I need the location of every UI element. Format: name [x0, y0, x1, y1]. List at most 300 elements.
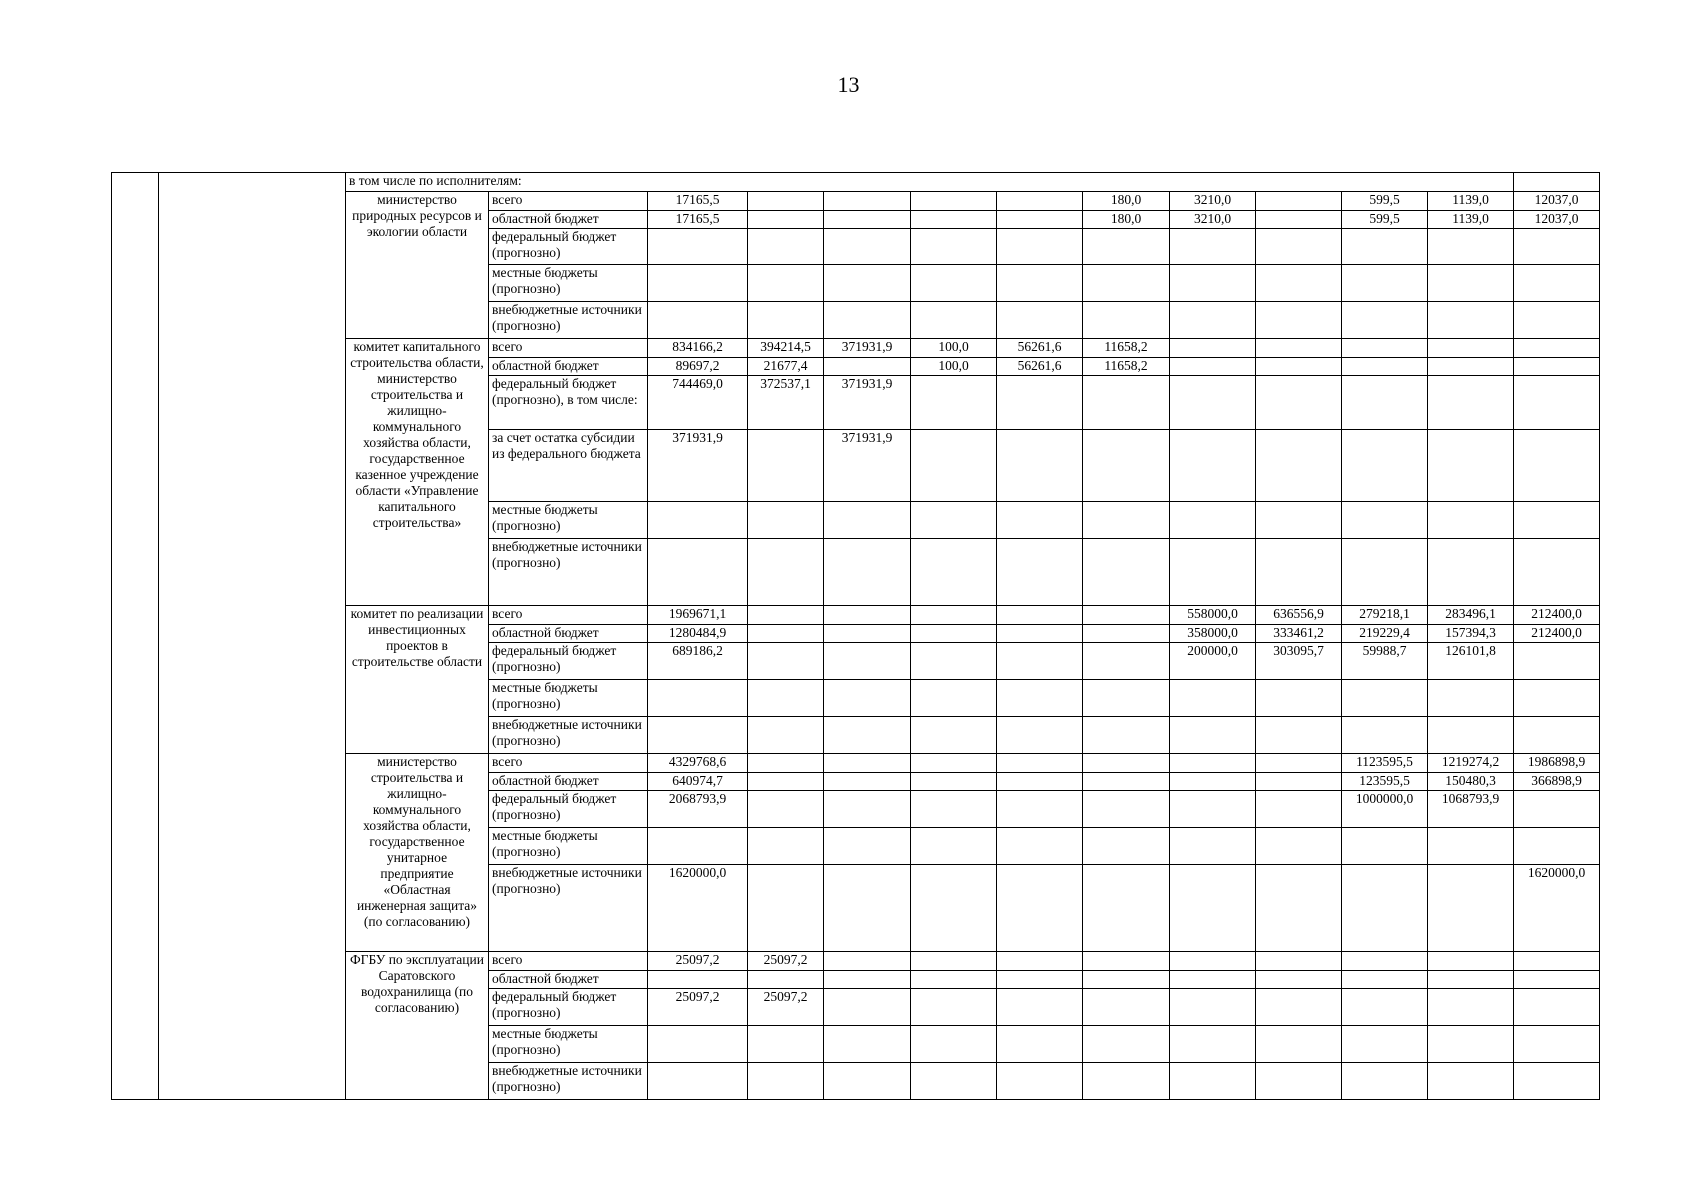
executor-name: министерство строительства и жилищно-коммунального хозяйства области, государственное унитарное предприятие «Областная инженерная защита» (по согласованию)	[346, 754, 489, 952]
funding-source: внебюджетные источники (прогнозно)	[489, 717, 648, 754]
value-cell: 200000,0	[1170, 643, 1256, 680]
value-cell	[824, 717, 911, 754]
value-cell	[911, 680, 997, 717]
value-cell: 1000000,0	[1342, 791, 1428, 828]
value-cell: 126101,8	[1428, 643, 1514, 680]
value-cell	[1342, 1026, 1428, 1063]
value-cell	[911, 376, 997, 430]
value-cell	[997, 539, 1083, 606]
value-cell	[824, 358, 911, 376]
value-cell	[648, 680, 748, 717]
value-cell: 279218,1	[1342, 606, 1428, 625]
value-cell	[1170, 1026, 1256, 1063]
value-cell	[824, 754, 911, 773]
value-cell: 358000,0	[1170, 625, 1256, 643]
value-cell	[748, 625, 824, 643]
value-cell: 212400,0	[1514, 625, 1600, 643]
value-cell	[1083, 828, 1170, 865]
value-cell	[1170, 754, 1256, 773]
value-cell: 371931,9	[648, 430, 748, 502]
value-cell	[1428, 717, 1514, 754]
header-empty-cell	[1514, 173, 1600, 192]
value-cell	[1170, 302, 1256, 339]
value-cell	[1170, 358, 1256, 376]
value-cell	[1428, 539, 1514, 606]
value-cell	[997, 229, 1083, 265]
value-cell	[997, 376, 1083, 430]
value-cell	[1514, 680, 1600, 717]
value-cell	[911, 754, 997, 773]
value-cell: 59988,7	[1342, 643, 1428, 680]
value-cell	[824, 773, 911, 791]
value-cell	[1256, 192, 1342, 211]
value-cell	[1170, 971, 1256, 989]
value-cell	[1083, 680, 1170, 717]
value-cell	[911, 865, 997, 952]
value-cell	[1170, 1063, 1256, 1100]
value-cell	[824, 302, 911, 339]
value-cell	[1170, 229, 1256, 265]
value-cell	[911, 606, 997, 625]
value-cell	[824, 971, 911, 989]
value-cell	[1428, 430, 1514, 502]
value-cell: 640974,7	[648, 773, 748, 791]
value-cell	[911, 211, 997, 229]
value-cell	[997, 971, 1083, 989]
value-cell	[748, 717, 824, 754]
value-cell	[1342, 502, 1428, 539]
value-cell: 333461,2	[1256, 625, 1342, 643]
value-cell	[1256, 773, 1342, 791]
value-cell: 11658,2	[1083, 358, 1170, 376]
value-cell	[824, 539, 911, 606]
value-cell	[1083, 229, 1170, 265]
value-cell	[1514, 643, 1600, 680]
blank-column-1	[112, 173, 159, 1100]
value-cell	[748, 1026, 824, 1063]
value-cell	[1083, 971, 1170, 989]
value-cell	[748, 773, 824, 791]
value-cell	[1342, 989, 1428, 1026]
value-cell	[1170, 680, 1256, 717]
value-cell	[748, 229, 824, 265]
value-cell	[648, 302, 748, 339]
value-cell	[1514, 358, 1600, 376]
value-cell	[1428, 376, 1514, 430]
funding-source: внебюджетные источники (прогнозно)	[489, 1063, 648, 1100]
executor-name: ФГБУ по эксплуатации Саратовского водохранилища (по согласованию)	[346, 952, 489, 1100]
value-cell	[1170, 376, 1256, 430]
value-cell	[997, 430, 1083, 502]
value-cell: 1068793,9	[1428, 791, 1514, 828]
value-cell	[748, 502, 824, 539]
value-cell: 25097,2	[748, 952, 824, 971]
value-cell	[1256, 539, 1342, 606]
value-cell	[997, 754, 1083, 773]
value-cell	[1342, 358, 1428, 376]
value-cell	[1342, 971, 1428, 989]
value-cell	[824, 1026, 911, 1063]
value-cell	[1342, 265, 1428, 302]
value-cell	[1428, 680, 1514, 717]
funding-source: федеральный бюджет (прогнозно), в том числе:	[489, 376, 648, 430]
value-cell	[997, 192, 1083, 211]
value-cell	[1342, 430, 1428, 502]
value-cell	[1170, 828, 1256, 865]
value-cell	[1170, 430, 1256, 502]
value-cell	[997, 717, 1083, 754]
value-cell	[997, 952, 1083, 971]
value-cell	[911, 952, 997, 971]
value-cell	[1342, 539, 1428, 606]
funding-source: областной бюджет	[489, 971, 648, 989]
value-cell	[1342, 828, 1428, 865]
value-cell	[748, 971, 824, 989]
value-cell	[1170, 989, 1256, 1026]
value-cell	[1428, 952, 1514, 971]
value-cell	[1256, 358, 1342, 376]
value-cell	[997, 865, 1083, 952]
value-cell: 12037,0	[1514, 211, 1600, 229]
funding-source: всего	[489, 339, 648, 358]
value-cell	[1428, 229, 1514, 265]
value-cell: 219229,4	[1342, 625, 1428, 643]
value-cell	[1428, 1063, 1514, 1100]
value-cell: 636556,9	[1256, 606, 1342, 625]
value-cell	[1514, 229, 1600, 265]
value-cell	[1514, 828, 1600, 865]
value-cell: 1139,0	[1428, 211, 1514, 229]
funding-source: внебюджетные источники (прогнозно)	[489, 302, 648, 339]
value-cell	[1514, 265, 1600, 302]
value-cell	[1256, 211, 1342, 229]
value-cell	[1170, 539, 1256, 606]
value-cell	[1083, 265, 1170, 302]
value-cell	[1083, 1026, 1170, 1063]
executor-name: комитет по реализации инвестиционных проектов в строительстве области	[346, 606, 489, 754]
value-cell	[824, 643, 911, 680]
budget-table	[111, 172, 1600, 1100]
value-cell	[1342, 680, 1428, 717]
funding-source: федеральный бюджет (прогнозно)	[489, 989, 648, 1026]
value-cell	[1428, 358, 1514, 376]
value-cell	[1256, 1063, 1342, 1100]
value-cell	[1428, 302, 1514, 339]
value-cell	[1083, 625, 1170, 643]
value-cell	[1342, 865, 1428, 952]
funding-source: местные бюджеты (прогнозно)	[489, 502, 648, 539]
value-cell	[1428, 265, 1514, 302]
value-cell	[911, 971, 997, 989]
value-cell	[1256, 791, 1342, 828]
value-cell: 180,0	[1083, 192, 1170, 211]
value-cell	[748, 754, 824, 773]
value-cell	[1083, 376, 1170, 430]
value-cell	[824, 989, 911, 1026]
value-cell: 11658,2	[1083, 339, 1170, 358]
value-cell	[1083, 302, 1170, 339]
value-cell	[1256, 952, 1342, 971]
value-cell	[997, 502, 1083, 539]
value-cell: 834166,2	[648, 339, 748, 358]
value-cell	[997, 302, 1083, 339]
value-cell	[648, 229, 748, 265]
funding-source: федеральный бюджет (прогнозно)	[489, 791, 648, 828]
value-cell: 283496,1	[1428, 606, 1514, 625]
value-cell: 212400,0	[1514, 606, 1600, 625]
value-cell	[1083, 1063, 1170, 1100]
value-cell	[748, 192, 824, 211]
value-cell	[997, 791, 1083, 828]
value-cell	[1514, 1063, 1600, 1100]
value-cell: 21677,4	[748, 358, 824, 376]
value-cell	[1342, 376, 1428, 430]
value-cell	[824, 828, 911, 865]
value-cell	[1256, 680, 1342, 717]
value-cell	[748, 211, 824, 229]
value-cell	[1256, 971, 1342, 989]
funding-source: внебюджетные источники (прогнозно)	[489, 539, 648, 606]
value-cell	[997, 643, 1083, 680]
value-cell	[997, 989, 1083, 1026]
value-cell	[1514, 430, 1600, 502]
value-cell	[1170, 717, 1256, 754]
value-cell: 17165,5	[648, 211, 748, 229]
value-cell: 100,0	[911, 339, 997, 358]
blank-column-2	[159, 173, 346, 1100]
value-cell	[1514, 989, 1600, 1026]
value-cell: 366898,9	[1514, 773, 1600, 791]
value-cell: 123595,5	[1342, 773, 1428, 791]
value-cell	[1083, 430, 1170, 502]
value-cell: 1123595,5	[1342, 754, 1428, 773]
funding-source: областной бюджет	[489, 211, 648, 229]
value-cell	[648, 539, 748, 606]
value-cell	[911, 1026, 997, 1063]
value-cell	[911, 791, 997, 828]
funding-source: местные бюджеты (прогнозно)	[489, 265, 648, 302]
value-cell: 3210,0	[1170, 192, 1256, 211]
value-cell	[1428, 828, 1514, 865]
value-cell	[648, 265, 748, 302]
value-cell	[1342, 339, 1428, 358]
value-cell	[997, 1026, 1083, 1063]
value-cell: 150480,3	[1428, 773, 1514, 791]
value-cell: 17165,5	[648, 192, 748, 211]
value-cell	[1256, 430, 1342, 502]
value-cell	[911, 828, 997, 865]
value-cell	[1514, 339, 1600, 358]
value-cell: 689186,2	[648, 643, 748, 680]
value-cell	[824, 952, 911, 971]
value-cell	[1514, 717, 1600, 754]
value-cell	[748, 791, 824, 828]
value-cell	[1342, 1063, 1428, 1100]
value-cell	[1256, 717, 1342, 754]
funding-source: местные бюджеты (прогнозно)	[489, 1026, 648, 1063]
executors-header: в том числе по исполнителям:	[346, 173, 1514, 192]
value-cell: 1969671,1	[648, 606, 748, 625]
value-cell	[1428, 989, 1514, 1026]
value-cell: 1620000,0	[648, 865, 748, 952]
value-cell	[1256, 865, 1342, 952]
value-cell	[1170, 952, 1256, 971]
value-cell	[997, 265, 1083, 302]
value-cell	[1083, 717, 1170, 754]
value-cell: 394214,5	[748, 339, 824, 358]
value-cell	[911, 265, 997, 302]
value-cell: 100,0	[911, 358, 997, 376]
executor-name: комитет капитального строительства области, министерство строительства и жилищно-коммунального хозяйства области, государственное казенное учреждение области «Управление капитального строительства»	[346, 339, 489, 606]
value-cell	[748, 606, 824, 625]
value-cell	[1083, 754, 1170, 773]
value-cell	[1514, 1026, 1600, 1063]
value-cell: 56261,6	[997, 339, 1083, 358]
value-cell	[1256, 302, 1342, 339]
value-cell	[824, 192, 911, 211]
value-cell: 12037,0	[1514, 192, 1600, 211]
value-cell: 2068793,9	[648, 791, 748, 828]
value-cell: 1986898,9	[1514, 754, 1600, 773]
funding-source: местные бюджеты (прогнозно)	[489, 680, 648, 717]
value-cell: 180,0	[1083, 211, 1170, 229]
value-cell: 372537,1	[748, 376, 824, 430]
value-cell: 4329768,6	[648, 754, 748, 773]
value-cell	[824, 865, 911, 952]
value-cell	[1256, 265, 1342, 302]
table-row	[112, 173, 1600, 192]
value-cell	[1083, 989, 1170, 1026]
value-cell: 89697,2	[648, 358, 748, 376]
page-number: 13	[837, 72, 860, 97]
value-cell	[1342, 302, 1428, 339]
value-cell	[748, 865, 824, 952]
value-cell	[1170, 339, 1256, 358]
value-cell	[1083, 539, 1170, 606]
value-cell	[1514, 302, 1600, 339]
value-cell	[748, 265, 824, 302]
value-cell	[1514, 952, 1600, 971]
value-cell	[1342, 717, 1428, 754]
funding-source: федеральный бюджет (прогнозно)	[489, 229, 648, 265]
value-cell	[1256, 828, 1342, 865]
value-cell	[1083, 502, 1170, 539]
value-cell	[1170, 502, 1256, 539]
funding-source: всего	[489, 952, 648, 971]
value-cell	[824, 265, 911, 302]
value-cell: 558000,0	[1170, 606, 1256, 625]
value-cell	[911, 539, 997, 606]
funding-source: местные бюджеты (прогнозно)	[489, 828, 648, 865]
value-cell: 371931,9	[824, 430, 911, 502]
funding-source: всего	[489, 192, 648, 211]
value-cell	[1428, 339, 1514, 358]
funding-source: всего	[489, 606, 648, 625]
value-cell	[1256, 502, 1342, 539]
value-cell	[911, 643, 997, 680]
value-cell	[824, 1063, 911, 1100]
value-cell	[1428, 1026, 1514, 1063]
value-cell	[1083, 773, 1170, 791]
value-cell	[824, 229, 911, 265]
value-cell	[997, 828, 1083, 865]
value-cell	[1256, 376, 1342, 430]
funding-source: внебюджетные источники (прогнозно)	[489, 865, 648, 952]
value-cell	[911, 625, 997, 643]
value-cell	[911, 229, 997, 265]
value-cell: 371931,9	[824, 339, 911, 358]
value-cell	[1170, 773, 1256, 791]
value-cell: 3210,0	[1170, 211, 1256, 229]
value-cell	[1256, 339, 1342, 358]
value-cell	[911, 717, 997, 754]
value-cell	[748, 430, 824, 502]
value-cell: 157394,3	[1428, 625, 1514, 643]
value-cell	[748, 828, 824, 865]
value-cell	[824, 502, 911, 539]
value-cell	[824, 625, 911, 643]
value-cell	[1256, 754, 1342, 773]
value-cell	[748, 680, 824, 717]
value-cell	[648, 717, 748, 754]
value-cell	[648, 502, 748, 539]
value-cell	[911, 302, 997, 339]
value-cell	[1428, 865, 1514, 952]
funding-source: областной бюджет	[489, 773, 648, 791]
value-cell	[1256, 229, 1342, 265]
value-cell	[1083, 791, 1170, 828]
funding-source: всего	[489, 754, 648, 773]
value-cell	[911, 773, 997, 791]
executor-name: министерство природных ресурсов и экологии области	[346, 192, 489, 339]
funding-source: за счет остатка субсидии из федерального бюджета	[489, 430, 648, 502]
value-cell: 1139,0	[1428, 192, 1514, 211]
value-cell	[748, 302, 824, 339]
funding-source: областной бюджет	[489, 625, 648, 643]
value-cell	[997, 680, 1083, 717]
value-cell: 1620000,0	[1514, 865, 1600, 952]
value-cell	[1083, 952, 1170, 971]
value-cell	[824, 680, 911, 717]
value-cell	[648, 1026, 748, 1063]
value-cell	[1083, 606, 1170, 625]
value-cell	[648, 1063, 748, 1100]
value-cell	[997, 211, 1083, 229]
value-cell	[824, 791, 911, 828]
value-cell	[1256, 1026, 1342, 1063]
value-cell	[648, 828, 748, 865]
value-cell: 599,5	[1342, 192, 1428, 211]
value-cell: 371931,9	[824, 376, 911, 430]
value-cell	[1170, 265, 1256, 302]
funding-source: областной бюджет	[489, 358, 648, 376]
value-cell: 303095,7	[1256, 643, 1342, 680]
value-cell: 1219274,2	[1428, 754, 1514, 773]
value-cell	[1083, 643, 1170, 680]
value-cell	[997, 1063, 1083, 1100]
value-cell	[911, 1063, 997, 1100]
value-cell: 744469,0	[648, 376, 748, 430]
value-cell: 1280484,9	[648, 625, 748, 643]
value-cell	[911, 502, 997, 539]
value-cell	[1514, 791, 1600, 828]
value-cell	[1342, 952, 1428, 971]
value-cell	[748, 539, 824, 606]
value-cell	[1342, 229, 1428, 265]
value-cell	[1256, 989, 1342, 1026]
value-cell	[1514, 971, 1600, 989]
value-cell	[997, 773, 1083, 791]
